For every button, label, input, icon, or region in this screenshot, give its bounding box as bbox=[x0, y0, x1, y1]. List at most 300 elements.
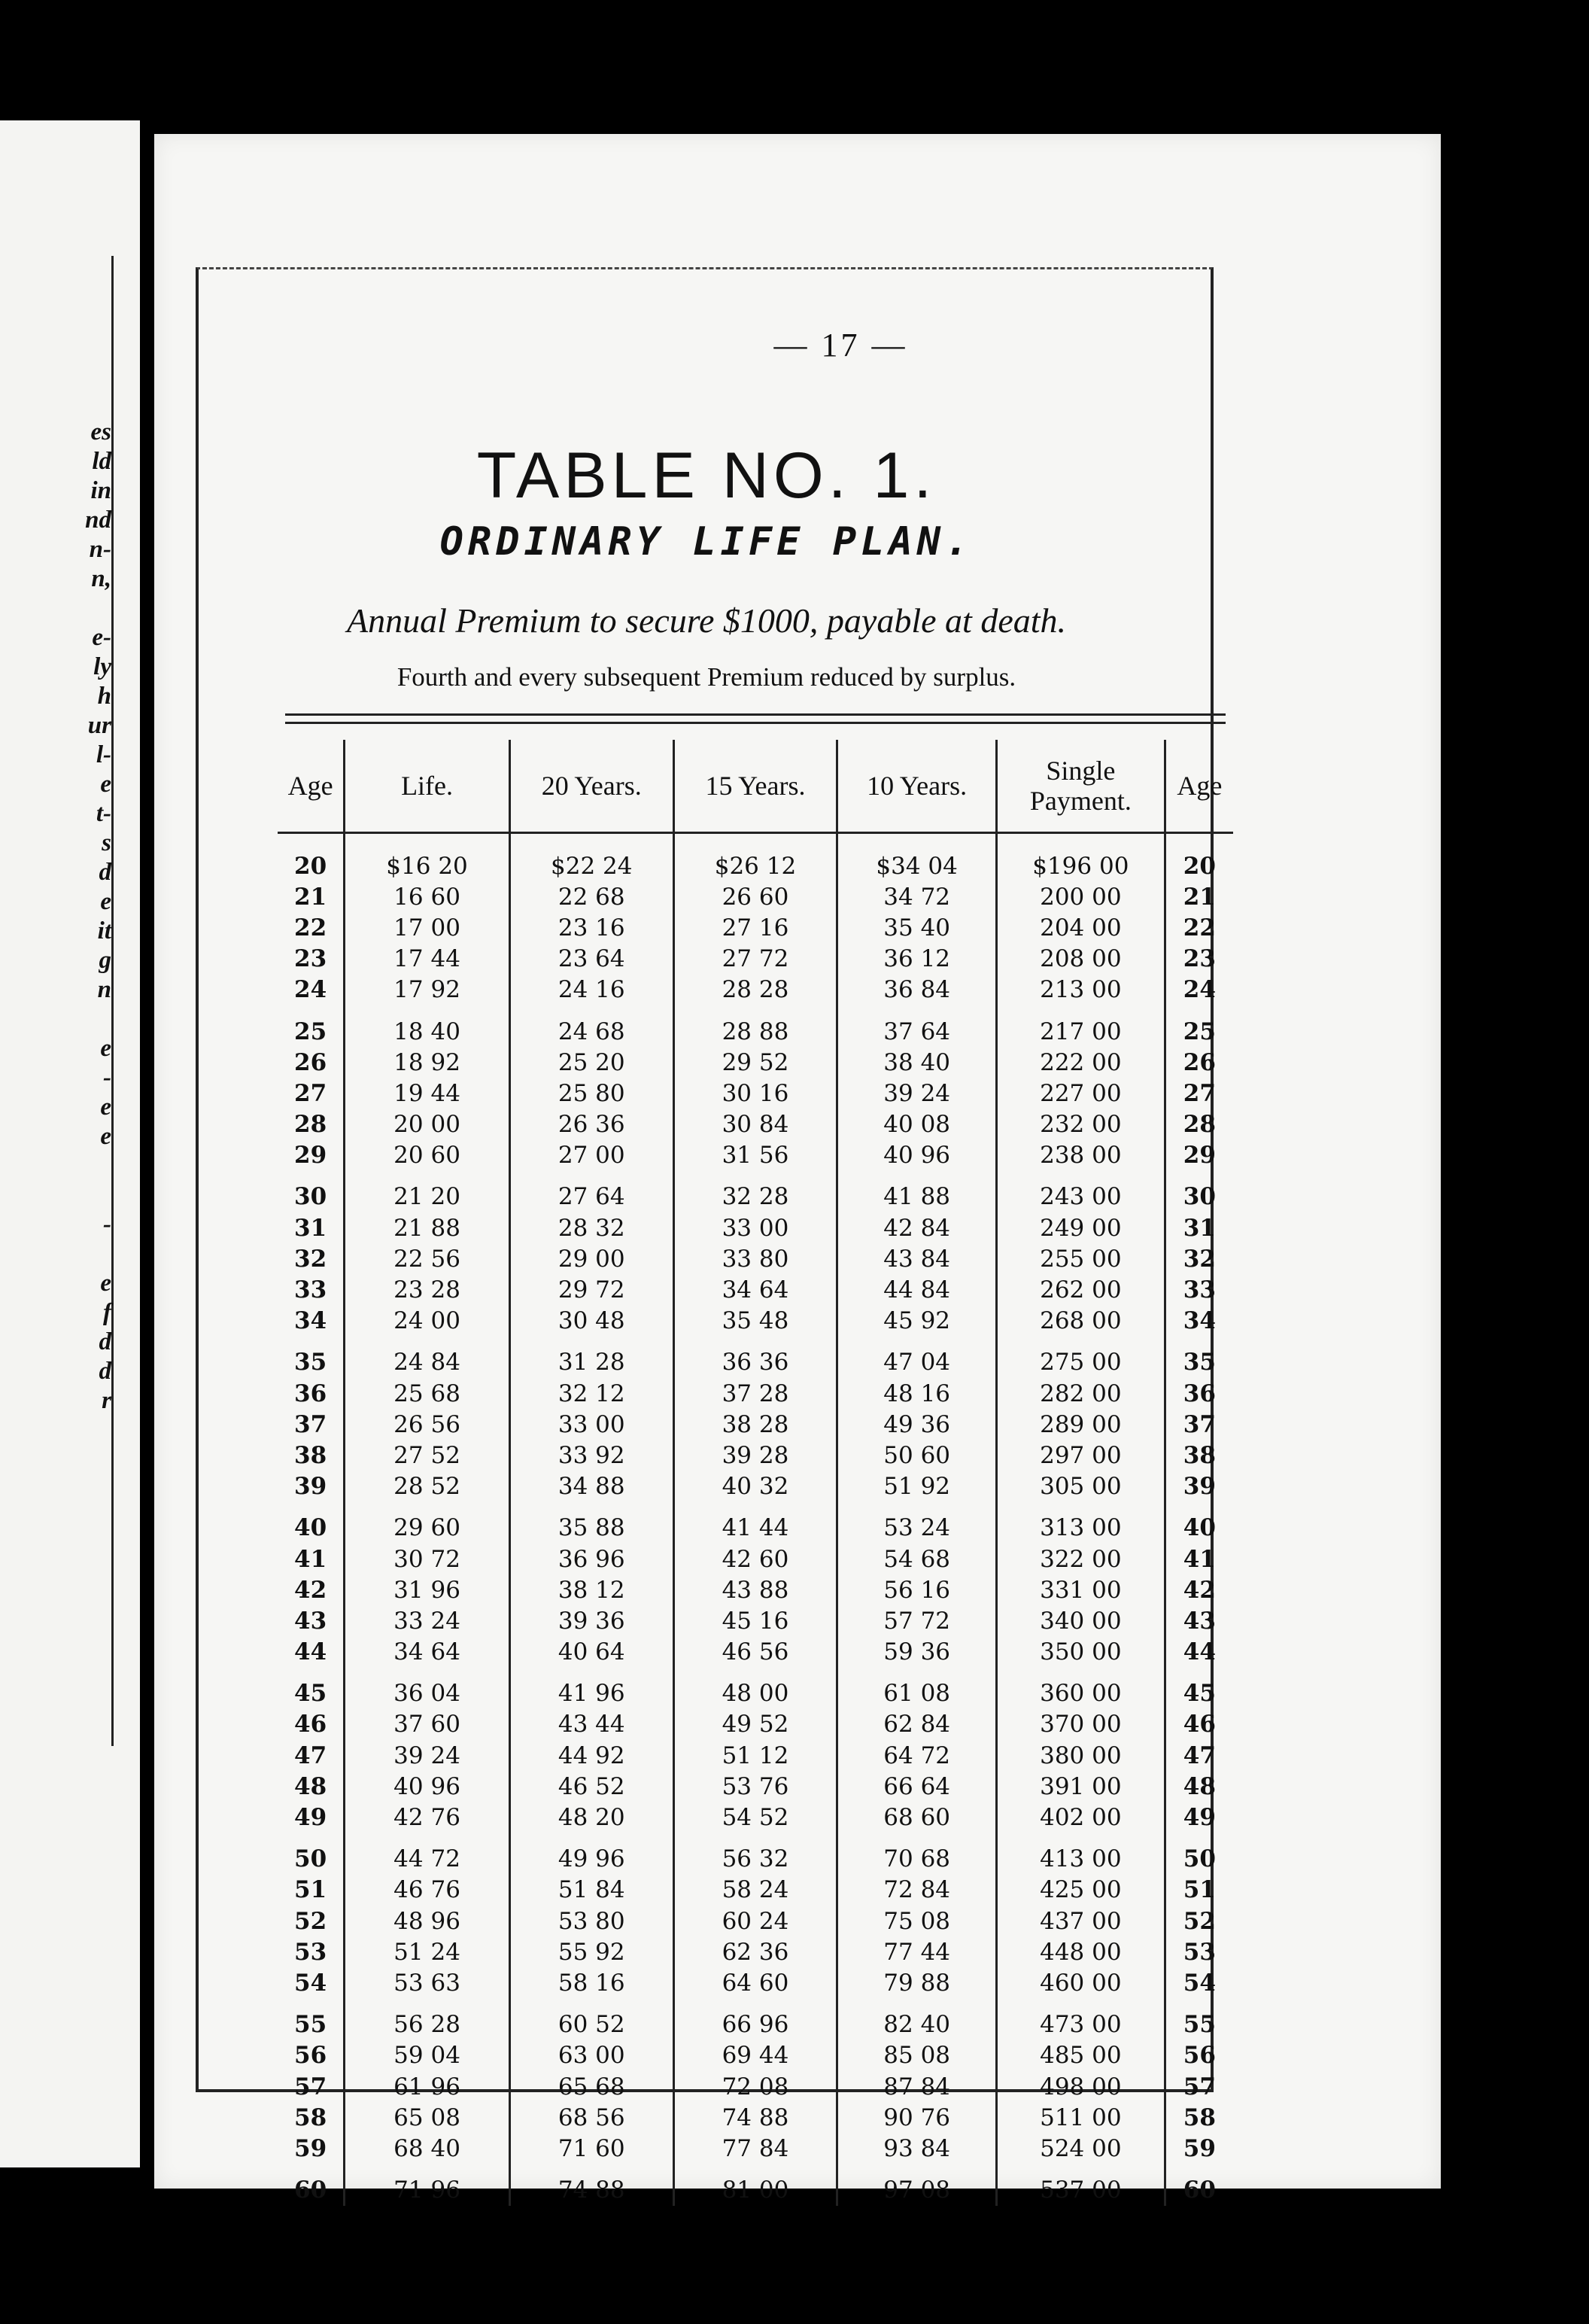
cell-ten-years: 41 88 bbox=[837, 1171, 997, 1212]
cell-age-right: 25 bbox=[1165, 1005, 1233, 1047]
left-fragment-line: e bbox=[100, 1270, 111, 1297]
left-fragment-line: h bbox=[97, 683, 111, 710]
cell-age-right: 60 bbox=[1165, 2164, 1233, 2206]
table-row bbox=[278, 1378, 1233, 1409]
cell-single-payment: 391 00 bbox=[996, 1771, 1165, 1802]
cell-single-payment: 255 00 bbox=[996, 1243, 1165, 1274]
left-fragment-line: e bbox=[100, 1035, 111, 1062]
left-fragment-line: s bbox=[102, 829, 111, 856]
cell-twenty-years: 60 52 bbox=[509, 1999, 673, 2040]
left-fragment-line: d bbox=[99, 1358, 111, 1385]
cell-twenty-years: 48 20 bbox=[509, 1802, 673, 1833]
cell-ten-years: 39 24 bbox=[837, 1078, 997, 1109]
cell-twenty-years: 23 16 bbox=[509, 912, 673, 943]
cell-single-payment: 232 00 bbox=[996, 1109, 1165, 1140]
cell-life: 22 56 bbox=[345, 1243, 510, 1274]
cell-single-payment: 498 00 bbox=[996, 2071, 1165, 2102]
cell-ten-years: 59 36 bbox=[837, 1637, 997, 1668]
table-row bbox=[278, 1709, 1233, 1740]
cell-twenty-years: 36 96 bbox=[509, 1544, 673, 1574]
header-15-years: 15 Years. bbox=[673, 740, 837, 833]
cell-age: 52 bbox=[294, 1907, 327, 1935]
left-fragment-line: - bbox=[103, 1064, 111, 1091]
cell-single-payment: 511 00 bbox=[996, 2102, 1165, 2133]
plan-description: Annual Premium to secure $1000, payable at death. bbox=[346, 601, 1067, 640]
cell-ten-years: 47 04 bbox=[837, 1337, 997, 1378]
table-row bbox=[278, 1574, 1233, 1605]
cell-twenty-years: 35 88 bbox=[509, 1502, 673, 1544]
cell-age-right: 28 bbox=[1165, 1109, 1233, 1140]
cell-single-payment: 413 00 bbox=[996, 1833, 1165, 1875]
table-row bbox=[278, 2071, 1233, 2102]
cell-ten-years: 68 60 bbox=[837, 1802, 997, 1833]
cell-age-right: 56 bbox=[1165, 2040, 1233, 2071]
cell-life: 23 28 bbox=[345, 1274, 510, 1305]
table-row bbox=[278, 1967, 1233, 1998]
cell-single-payment: 350 00 bbox=[996, 1637, 1165, 1668]
table-row bbox=[278, 1078, 1233, 1109]
cell-twenty-years: 29 72 bbox=[509, 1274, 673, 1305]
cell-age-right: 32 bbox=[1165, 1243, 1233, 1274]
cell-age-right: 49 bbox=[1165, 1802, 1233, 1833]
cell-age: 31 bbox=[294, 1214, 327, 1242]
left-fragment-line: it bbox=[97, 917, 111, 945]
cell-life: 27 52 bbox=[345, 1440, 510, 1471]
table-row bbox=[278, 1544, 1233, 1574]
cell-life: 42 76 bbox=[345, 1802, 510, 1833]
cell-fifteen-years: 77 84 bbox=[673, 2133, 837, 2164]
cell-age: 60 bbox=[294, 2176, 327, 2204]
cell-fifteen-years: 54 52 bbox=[673, 1802, 837, 1833]
cell-twenty-years: 33 92 bbox=[509, 1440, 673, 1471]
cell-twenty-years: 43 44 bbox=[509, 1709, 673, 1740]
left-fragment-line bbox=[81, 1181, 111, 1210]
cell-fifteen-years: 29 52 bbox=[673, 1047, 837, 1078]
cell-ten-years: 72 84 bbox=[837, 1875, 997, 1906]
cell-fifteen-years: 30 16 bbox=[673, 1078, 837, 1109]
cell-age: 38 bbox=[294, 1441, 327, 1469]
table-row bbox=[278, 2133, 1233, 2164]
cell-fifteen-years: 33 80 bbox=[673, 1243, 837, 1274]
cell-age: 35 bbox=[294, 1349, 327, 1376]
cell-twenty-years: 26 36 bbox=[509, 1109, 673, 1140]
cell-twenty-years: 31 28 bbox=[509, 1337, 673, 1378]
left-fragment-line: e bbox=[100, 1094, 111, 1121]
cell-single-payment: 282 00 bbox=[996, 1378, 1165, 1409]
cell-fifteen-years: 31 56 bbox=[673, 1140, 837, 1171]
cell-age-right: 21 bbox=[1165, 881, 1233, 912]
cell-age-right: 59 bbox=[1165, 2133, 1233, 2164]
cell-age: 43 bbox=[294, 1607, 327, 1635]
cell-twenty-years: 27 64 bbox=[509, 1171, 673, 1212]
cell-fifteen-years: 33 00 bbox=[673, 1212, 837, 1243]
table-row bbox=[278, 912, 1233, 943]
right-page bbox=[154, 134, 1441, 2204]
left-fragment-line bbox=[81, 1151, 111, 1181]
cell-ten-years: 77 44 bbox=[837, 1936, 997, 1967]
cell-age-right: 40 bbox=[1165, 1502, 1233, 1544]
table-row bbox=[278, 1802, 1233, 1833]
cell-single-payment: 249 00 bbox=[996, 1212, 1165, 1243]
plan-name: ORDINARY LIFE PLAN. bbox=[439, 519, 974, 564]
cell-twenty-years: 44 92 bbox=[509, 1740, 673, 1771]
cell-age-right: 29 bbox=[1165, 1140, 1233, 1171]
cell-age: 20 bbox=[294, 852, 327, 880]
cell-ten-years: 85 08 bbox=[837, 2040, 997, 2071]
cell-single-payment: 275 00 bbox=[996, 1337, 1165, 1378]
cell-age-right: 54 bbox=[1165, 1967, 1233, 1998]
cell-age-right: 53 bbox=[1165, 1936, 1233, 1967]
premium-table-wrap bbox=[278, 740, 1233, 2206]
left-fragment-line: l- bbox=[96, 741, 111, 768]
cell-twenty-years: 41 96 bbox=[509, 1668, 673, 1709]
cell-life: 36 04 bbox=[345, 1668, 510, 1709]
cell-age: 24 bbox=[294, 976, 327, 1004]
table-row bbox=[278, 1668, 1233, 1709]
cell-life: 53 63 bbox=[345, 1967, 510, 1998]
left-fragment-line: ly bbox=[93, 653, 111, 680]
cell-fifteen-years: 81 00 bbox=[673, 2164, 837, 2206]
cell-age: 40 bbox=[294, 1514, 327, 1542]
cell-life: 65 08 bbox=[345, 2102, 510, 2133]
cell-single-payment: 448 00 bbox=[996, 1936, 1165, 1967]
cell-life: 17 44 bbox=[345, 944, 510, 975]
cell-fifteen-years: 72 08 bbox=[673, 2071, 837, 2102]
cell-life: 19 44 bbox=[345, 1078, 510, 1109]
cell-twenty-years: 39 36 bbox=[509, 1605, 673, 1636]
left-fragment-line: e bbox=[100, 888, 111, 915]
cell-life: 25 68 bbox=[345, 1378, 510, 1409]
cell-ten-years: 93 84 bbox=[837, 2133, 997, 2164]
table-header-row bbox=[278, 740, 1233, 833]
cell-life: 68 40 bbox=[345, 2133, 510, 2164]
cell-age: 25 bbox=[294, 1018, 327, 1045]
cell-ten-years: 36 84 bbox=[837, 975, 997, 1005]
cell-age: 57 bbox=[294, 2073, 327, 2100]
cell-fifteen-years: 39 28 bbox=[673, 1440, 837, 1471]
left-fragment-line: n bbox=[97, 976, 111, 1003]
cell-age-right: 35 bbox=[1165, 1337, 1233, 1378]
table-row bbox=[278, 1906, 1233, 1936]
table-row bbox=[278, 2164, 1233, 2206]
left-fragment-line: r bbox=[102, 1387, 111, 1414]
left-fragment-line: ld bbox=[92, 448, 111, 475]
plan-note: Fourth and every subsequent Premium reduced by surplus. bbox=[396, 662, 1016, 692]
cell-single-payment: 204 00 bbox=[996, 912, 1165, 943]
cell-single-payment: $196 00 bbox=[996, 833, 1165, 882]
cell-ten-years: 82 40 bbox=[837, 1999, 997, 2040]
cell-ten-years: 54 68 bbox=[837, 1544, 997, 1574]
cell-ten-years: 50 60 bbox=[837, 1440, 997, 1471]
cell-fifteen-years: 36 36 bbox=[673, 1337, 837, 1378]
cell-single-payment: 213 00 bbox=[996, 975, 1165, 1005]
table-row bbox=[278, 1936, 1233, 1967]
cell-ten-years: 43 84 bbox=[837, 1243, 997, 1274]
cell-ten-years: 36 12 bbox=[837, 944, 997, 975]
cell-fifteen-years: 27 16 bbox=[673, 912, 837, 943]
cell-single-payment: 305 00 bbox=[996, 1471, 1165, 1502]
left-fragment-line: e bbox=[100, 1123, 111, 1150]
cell-ten-years: 40 96 bbox=[837, 1140, 997, 1171]
cell-age: 55 bbox=[294, 2011, 327, 2039]
cell-age: 45 bbox=[294, 1680, 327, 1708]
cell-age-right: 47 bbox=[1165, 1740, 1233, 1771]
cell-age-right: 50 bbox=[1165, 1833, 1233, 1875]
header-age: Age bbox=[278, 740, 345, 833]
cell-twenty-years: 65 68 bbox=[509, 2071, 673, 2102]
cell-age: 46 bbox=[294, 1711, 327, 1738]
cell-twenty-years: 23 64 bbox=[509, 944, 673, 975]
cell-fifteen-years: 26 60 bbox=[673, 881, 837, 912]
table-row bbox=[278, 1243, 1233, 1274]
cell-age-right: 45 bbox=[1165, 1668, 1233, 1709]
cell-single-payment: 222 00 bbox=[996, 1047, 1165, 1078]
cell-age-right: 27 bbox=[1165, 1078, 1233, 1109]
cell-life: 31 96 bbox=[345, 1574, 510, 1605]
cell-twenty-years: 34 88 bbox=[509, 1471, 673, 1502]
cell-life: 24 84 bbox=[345, 1337, 510, 1378]
cell-age: 59 bbox=[294, 2134, 327, 2162]
left-fragment-line: ur bbox=[87, 712, 111, 739]
page-number: — 17 — bbox=[773, 327, 908, 364]
cell-twenty-years: 33 00 bbox=[509, 1409, 673, 1440]
left-fragment-line: e bbox=[100, 771, 111, 798]
table-row bbox=[278, 1605, 1233, 1636]
cell-life: 30 72 bbox=[345, 1544, 510, 1574]
cell-life: 20 60 bbox=[345, 1140, 510, 1171]
cell-fifteen-years: 48 00 bbox=[673, 1668, 837, 1709]
cell-fifteen-years: 69 44 bbox=[673, 2040, 837, 2071]
cell-age-right: 26 bbox=[1165, 1047, 1233, 1078]
cell-life: 51 24 bbox=[345, 1936, 510, 1967]
cell-age-right: 23 bbox=[1165, 944, 1233, 975]
cell-age-right: 31 bbox=[1165, 1212, 1233, 1243]
cell-single-payment: 243 00 bbox=[996, 1171, 1165, 1212]
cell-twenty-years: 46 52 bbox=[509, 1771, 673, 1802]
cell-fifteen-years: 28 28 bbox=[673, 975, 837, 1005]
table-row bbox=[278, 944, 1233, 975]
cell-age: 44 bbox=[294, 1638, 327, 1666]
cell-fifteen-years: 66 96 bbox=[673, 1999, 837, 2040]
table-frame bbox=[196, 267, 1223, 2204]
cell-life: 29 60 bbox=[345, 1502, 510, 1544]
cell-age-right: 42 bbox=[1165, 1574, 1233, 1605]
cell-age-right: 22 bbox=[1165, 912, 1233, 943]
table-row bbox=[278, 1409, 1233, 1440]
cell-single-payment: 380 00 bbox=[996, 1740, 1165, 1771]
cell-life: 17 92 bbox=[345, 975, 510, 1005]
cell-twenty-years: 74 88 bbox=[509, 2164, 673, 2206]
cell-age-right: 36 bbox=[1165, 1378, 1233, 1409]
cell-single-payment: 313 00 bbox=[996, 1502, 1165, 1544]
left-fragment-line bbox=[81, 594, 111, 623]
table-row bbox=[278, 1337, 1233, 1378]
left-page-text-fragments bbox=[81, 418, 111, 1416]
cell-fifteen-years: 56 32 bbox=[673, 1833, 837, 1875]
cell-age: 39 bbox=[294, 1473, 327, 1501]
cell-twenty-years: $22 24 bbox=[509, 833, 673, 882]
cell-twenty-years: 27 00 bbox=[509, 1140, 673, 1171]
cell-single-payment: 370 00 bbox=[996, 1709, 1165, 1740]
cell-fifteen-years: 74 88 bbox=[673, 2102, 837, 2133]
cell-ten-years: 64 72 bbox=[837, 1740, 997, 1771]
cell-twenty-years: 29 00 bbox=[509, 1243, 673, 1274]
left-fragment-line bbox=[81, 1240, 111, 1269]
cell-age-right: 48 bbox=[1165, 1771, 1233, 1802]
cell-fifteen-years: 37 28 bbox=[673, 1378, 837, 1409]
cell-ten-years: 57 72 bbox=[837, 1605, 997, 1636]
cell-age: 37 bbox=[294, 1410, 327, 1438]
cell-age: 32 bbox=[294, 1245, 327, 1273]
left-fragment-line: f bbox=[103, 1299, 111, 1326]
table-row bbox=[278, 1875, 1233, 1906]
cell-age: 48 bbox=[294, 1772, 327, 1800]
cell-ten-years: 35 40 bbox=[837, 912, 997, 943]
cell-ten-years: 34 72 bbox=[837, 881, 997, 912]
cell-twenty-years: 25 80 bbox=[509, 1078, 673, 1109]
cell-age-right: 58 bbox=[1165, 2102, 1233, 2133]
cell-age: 27 bbox=[294, 1079, 327, 1107]
cell-ten-years: 56 16 bbox=[837, 1574, 997, 1605]
cell-age: 21 bbox=[294, 883, 327, 911]
table-row bbox=[278, 1833, 1233, 1875]
cell-ten-years: 53 24 bbox=[837, 1502, 997, 1544]
left-fragment-line: in bbox=[90, 477, 111, 504]
header-age-right: Age bbox=[1165, 740, 1233, 833]
cell-fifteen-years: 34 64 bbox=[673, 1274, 837, 1305]
cell-life: 71 96 bbox=[345, 2164, 510, 2206]
left-fragment-line: - bbox=[103, 1211, 111, 1238]
cell-life: 33 24 bbox=[345, 1605, 510, 1636]
cell-single-payment: 262 00 bbox=[996, 1274, 1165, 1305]
cell-fifteen-years: 41 44 bbox=[673, 1502, 837, 1544]
cell-life: 21 20 bbox=[345, 1171, 510, 1212]
cell-age: 56 bbox=[294, 2042, 327, 2070]
cell-single-payment: 238 00 bbox=[996, 1140, 1165, 1171]
cell-single-payment: 460 00 bbox=[996, 1967, 1165, 1998]
left-page-rule bbox=[111, 256, 114, 1746]
table-row bbox=[278, 1771, 1233, 1802]
table-row bbox=[278, 2040, 1233, 2071]
double-rule bbox=[285, 713, 1226, 724]
cell-twenty-years: 28 32 bbox=[509, 1212, 673, 1243]
left-fragment-line: d bbox=[99, 1328, 111, 1355]
cell-life: 37 60 bbox=[345, 1709, 510, 1740]
cell-ten-years: 87 84 bbox=[837, 2071, 997, 2102]
cell-fifteen-years: 49 52 bbox=[673, 1709, 837, 1740]
cell-life: 16 60 bbox=[345, 881, 510, 912]
cell-single-payment: 331 00 bbox=[996, 1574, 1165, 1605]
cell-twenty-years: 63 00 bbox=[509, 2040, 673, 2071]
cell-fifteen-years: 53 76 bbox=[673, 1771, 837, 1802]
cell-ten-years: 97 08 bbox=[837, 2164, 997, 2206]
table-row bbox=[278, 1109, 1233, 1140]
cell-life: 46 76 bbox=[345, 1875, 510, 1906]
cell-twenty-years: 24 16 bbox=[509, 975, 673, 1005]
left-fragment-line: n, bbox=[91, 565, 111, 592]
cell-ten-years: 90 76 bbox=[837, 2102, 997, 2133]
cell-age: 26 bbox=[294, 1048, 327, 1076]
cell-twenty-years: 30 48 bbox=[509, 1306, 673, 1337]
table-row bbox=[278, 1999, 1233, 2040]
table-row bbox=[278, 975, 1233, 1005]
cell-fifteen-years: $26 12 bbox=[673, 833, 837, 882]
cell-fifteen-years: 38 28 bbox=[673, 1409, 837, 1440]
header-single-payment: Single Payment. bbox=[996, 740, 1165, 833]
cell-age: 53 bbox=[294, 1938, 327, 1966]
cell-twenty-years: 22 68 bbox=[509, 881, 673, 912]
cell-life: 56 28 bbox=[345, 1999, 510, 2040]
cell-life: $16 20 bbox=[345, 833, 510, 882]
cell-ten-years: 42 84 bbox=[837, 1212, 997, 1243]
cell-age-right: 39 bbox=[1165, 1471, 1233, 1502]
cell-twenty-years: 24 68 bbox=[509, 1005, 673, 1047]
table-row bbox=[278, 1171, 1233, 1212]
cell-age-right: 24 bbox=[1165, 975, 1233, 1005]
cell-ten-years: 40 08 bbox=[837, 1109, 997, 1140]
table-row bbox=[278, 1140, 1233, 1171]
cell-single-payment: 208 00 bbox=[996, 944, 1165, 975]
cell-age-right: 57 bbox=[1165, 2071, 1233, 2102]
cell-ten-years: 48 16 bbox=[837, 1378, 997, 1409]
cell-life: 26 56 bbox=[345, 1409, 510, 1440]
table-row bbox=[278, 1471, 1233, 1502]
cell-age-right: 30 bbox=[1165, 1171, 1233, 1212]
table-row bbox=[278, 881, 1233, 912]
cell-single-payment: 402 00 bbox=[996, 1802, 1165, 1833]
table-row bbox=[278, 1740, 1233, 1771]
cell-age: 49 bbox=[294, 1804, 327, 1832]
cell-ten-years: 45 92 bbox=[837, 1306, 997, 1337]
cell-twenty-years: 58 16 bbox=[509, 1967, 673, 1998]
header-20-years: 20 Years. bbox=[509, 740, 673, 833]
cell-life: 48 96 bbox=[345, 1906, 510, 1936]
cell-fifteen-years: 42 60 bbox=[673, 1544, 837, 1574]
cell-single-payment: 200 00 bbox=[996, 881, 1165, 912]
cell-fifteen-years: 58 24 bbox=[673, 1875, 837, 1906]
header-10-years: 10 Years. bbox=[837, 740, 997, 833]
cell-life: 44 72 bbox=[345, 1833, 510, 1875]
cell-single-payment: 524 00 bbox=[996, 2133, 1165, 2164]
left-page-fragment bbox=[0, 120, 140, 2167]
cell-age: 29 bbox=[294, 1142, 327, 1170]
cell-age: 30 bbox=[294, 1183, 327, 1211]
cell-twenty-years: 25 20 bbox=[509, 1047, 673, 1078]
cell-life: 40 96 bbox=[345, 1771, 510, 1802]
table-row bbox=[278, 1274, 1233, 1305]
cell-fifteen-years: 43 88 bbox=[673, 1574, 837, 1605]
table-row bbox=[278, 2102, 1233, 2133]
cell-single-payment: 340 00 bbox=[996, 1605, 1165, 1636]
cell-ten-years: 61 08 bbox=[837, 1668, 997, 1709]
table-row bbox=[278, 1212, 1233, 1243]
left-fragment-line: es bbox=[90, 418, 111, 446]
cell-life: 34 64 bbox=[345, 1637, 510, 1668]
table-row bbox=[278, 1440, 1233, 1471]
table-row bbox=[278, 1502, 1233, 1544]
cell-age: 33 bbox=[294, 1276, 327, 1304]
cell-fifteen-years: 30 84 bbox=[673, 1109, 837, 1140]
cell-single-payment: 217 00 bbox=[996, 1005, 1165, 1047]
cell-age: 58 bbox=[294, 2103, 327, 2131]
cell-age: 41 bbox=[294, 1545, 327, 1573]
cell-age-right: 34 bbox=[1165, 1306, 1233, 1337]
cell-life: 24 00 bbox=[345, 1306, 510, 1337]
cell-twenty-years: 38 12 bbox=[509, 1574, 673, 1605]
cell-ten-years: 79 88 bbox=[837, 1967, 997, 1998]
cell-age: 28 bbox=[294, 1111, 327, 1139]
cell-life: 17 00 bbox=[345, 912, 510, 943]
